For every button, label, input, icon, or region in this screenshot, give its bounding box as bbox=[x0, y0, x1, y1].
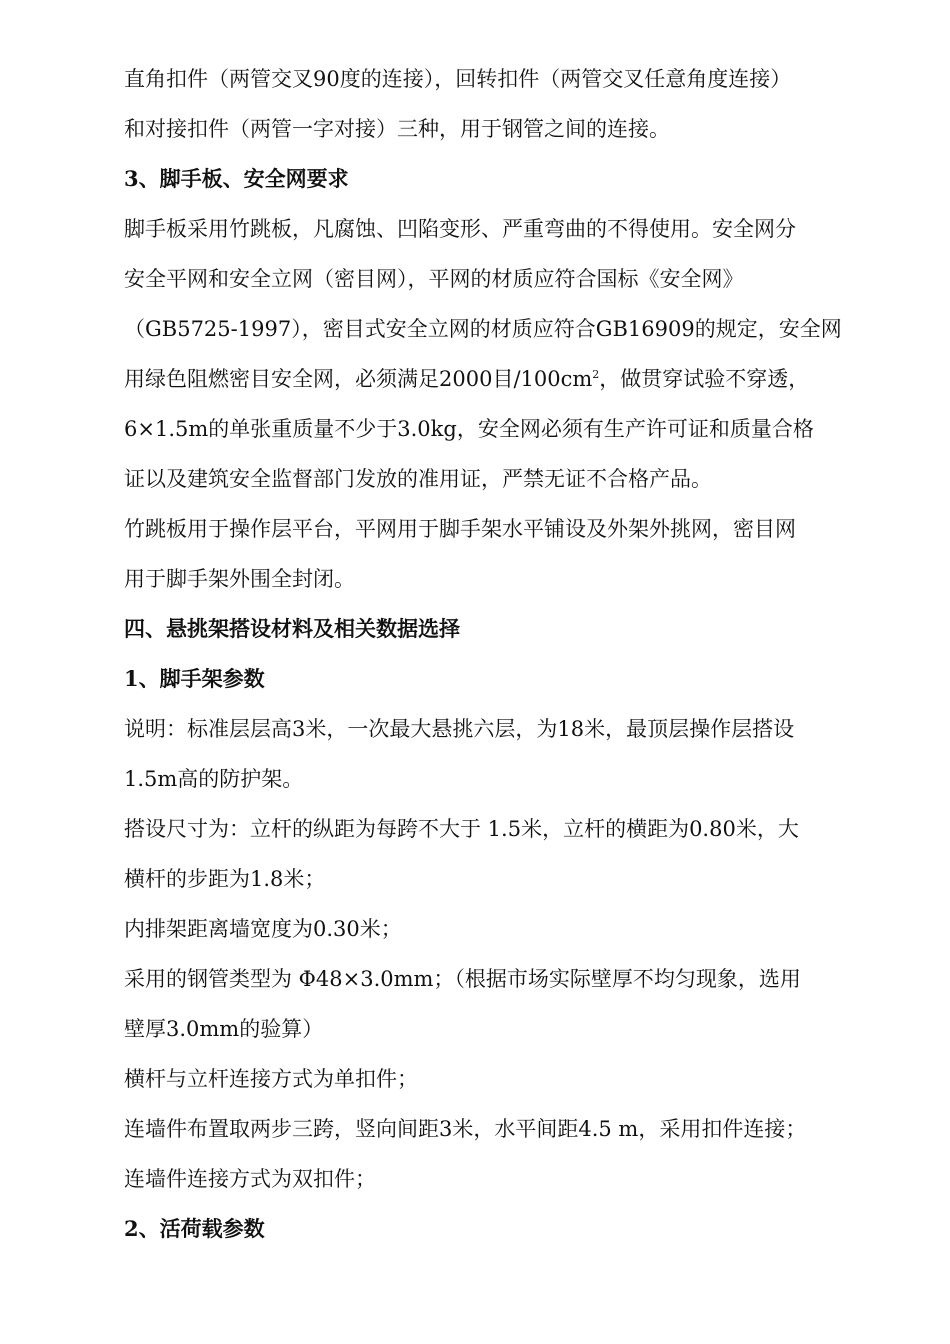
text-line: 证以及建筑安全监督部门发放的准用证，严禁无证不合格产品。 bbox=[124, 467, 712, 491]
text-line: 6×1.5m的单张重质量不少于3.0kg，安全网必须有生产许可证和质量合格 bbox=[124, 417, 814, 441]
text-segment: 用绿色阻燃密目安全网，必须满足2000目/100cm bbox=[124, 367, 593, 391]
section-heading: 3、脚手板、安全网要求 bbox=[124, 166, 349, 191]
text-line: 横杆的步距为1.8米； bbox=[124, 867, 326, 891]
text-line: （GB5725-1997），密目式安全立网的材质应符合GB16909的规定，安全网 bbox=[124, 317, 842, 341]
text-line bbox=[124, 364, 809, 394]
text-line: 说明：标准层层高3米，一次最大悬挑六层，为18米，最顶层操作层搭设 bbox=[124, 717, 795, 741]
text-line: 搭设尺寸为：立杆的纵距为每跨不大于 1.5米，立杆的横距为0.80米，大 bbox=[124, 817, 799, 841]
text-line: 脚手板采用竹跳板，凡腐蚀、凹陷变形、严重弯曲的不得使用。安全网分 bbox=[124, 217, 796, 241]
text-line: 内排架距离墙宽度为0.30米； bbox=[124, 917, 402, 941]
text-line: 竹跳板用于操作层平台，平网用于脚手架水平铺设及外架外挑网，密目网 bbox=[124, 517, 796, 541]
text-line: 连墙件连接方式为双扣件； bbox=[124, 1167, 376, 1191]
section-heading: 2、活荷载参数 bbox=[124, 1216, 265, 1241]
text-segment: ，做贯穿试验不穿透， bbox=[599, 367, 810, 391]
section-heading: 1、脚手架参数 bbox=[124, 666, 265, 691]
text-line: 安全平网和安全立网（密目网），平网的材质应符合国标《安全网》 bbox=[124, 267, 744, 291]
text-line: 采用的钢管类型为 Φ48×3.0mm；（根据市场实际壁厚不均匀现象，选用 bbox=[124, 967, 801, 991]
superscript: 2 bbox=[592, 368, 600, 381]
text-line: 1.5m高的防护架。 bbox=[124, 767, 304, 791]
text-line: 用于脚手架外围全封闭。 bbox=[124, 567, 355, 591]
chapter-heading: 四、悬挑架搭设材料及相关数据选择 bbox=[124, 616, 460, 641]
text-line: 和对接扣件（两管一字对接）三种，用于钢管之间的连接。 bbox=[124, 117, 670, 141]
text-line: 横杆与立杆连接方式为单扣件； bbox=[124, 1067, 418, 1091]
text-line: 直角扣件（两管交叉90度的连接），回转扣件（两管交叉任意角度连接） bbox=[124, 67, 792, 91]
text-line: 连墙件布置取两步三跨，竖向间距3米，水平间距4.5 m，采用扣件连接； bbox=[124, 1117, 807, 1141]
text-line: 壁厚3.0mm的验算） bbox=[124, 1017, 324, 1041]
